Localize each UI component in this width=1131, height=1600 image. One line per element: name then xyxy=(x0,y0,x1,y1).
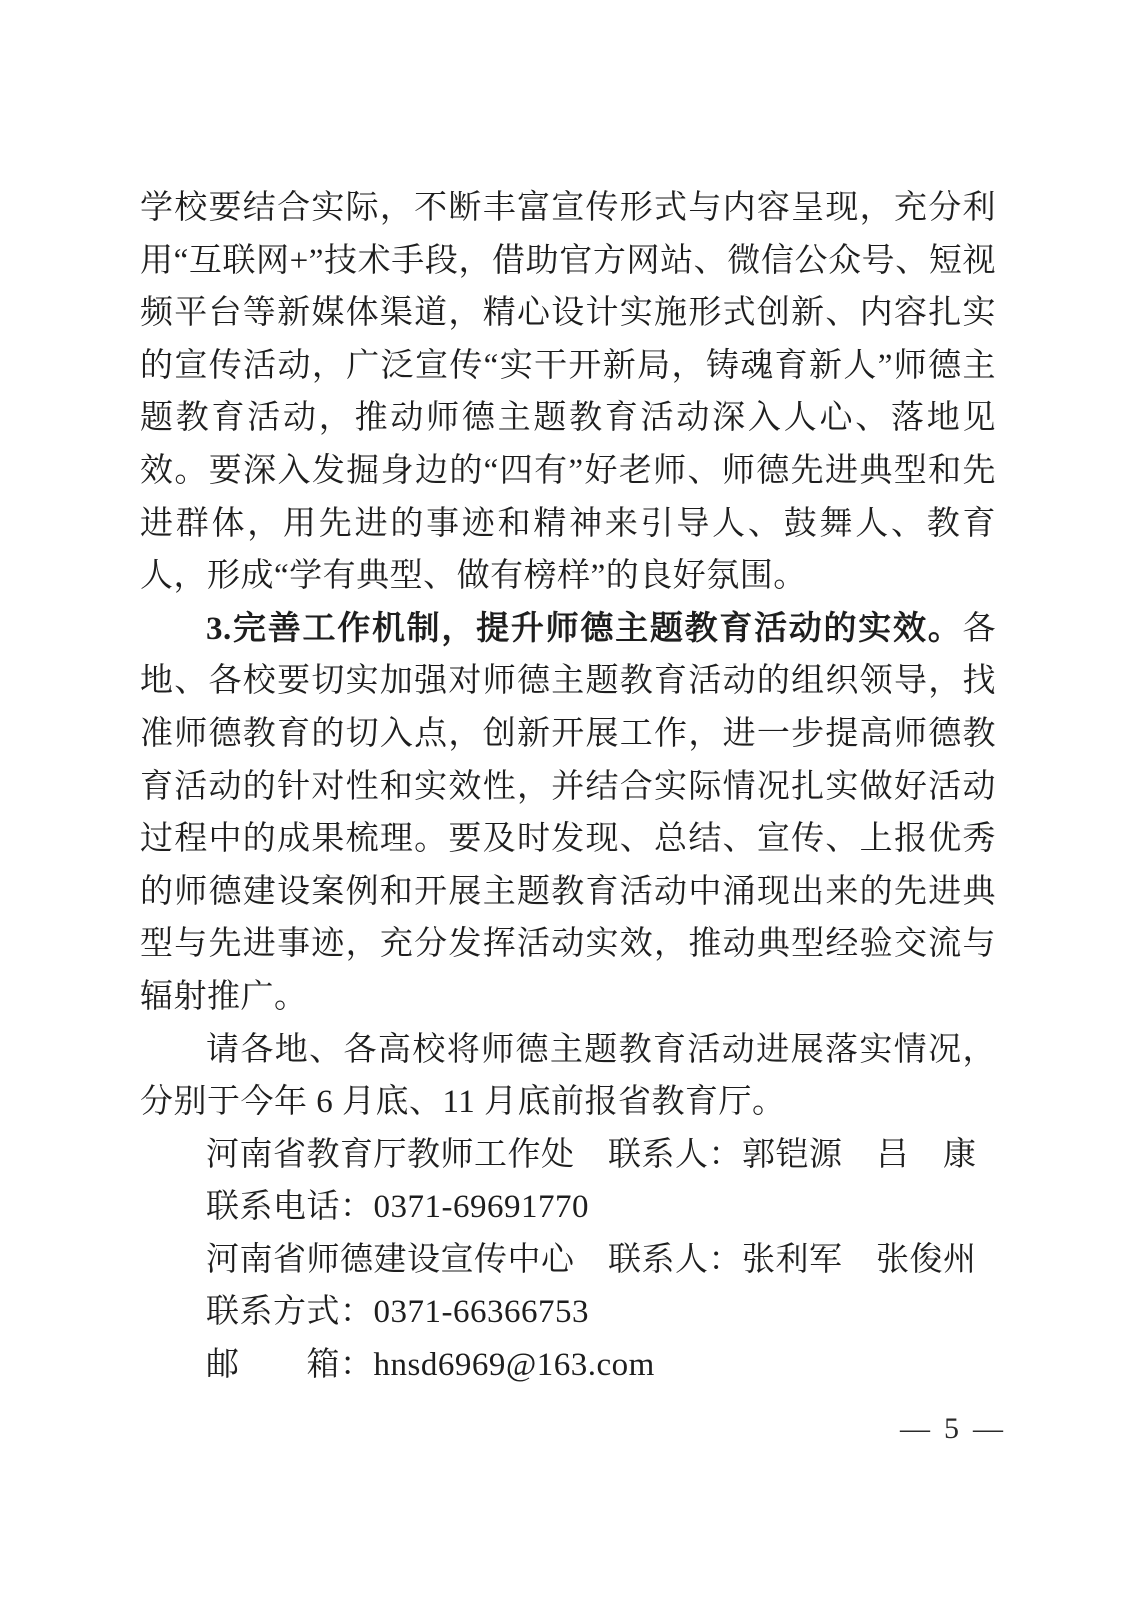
page-number-dash-left: — xyxy=(900,1412,930,1445)
page-number-dash-right: — xyxy=(973,1412,1003,1445)
contact-line-teacher-affairs-office: 河南省教育厅教师工作处 联系人：郭铠源 吕 康 xyxy=(206,1136,977,1173)
paragraph-bold-heading: 3.完善工作机制，提升师德主题教育活动的实效。 xyxy=(206,610,963,647)
document-body xyxy=(140,182,996,1392)
paragraph-body-text: 各地、各校要切实加强对师德主题教育活动的组织领导，找准师德教育的切入点，创新开展工作，进一步提高师德教育活动的针对性和实效性，并结合实际情况扎实做好活动过程中的成果梳理。要及时发现、总结、宣传、上报优秀的师德建设案例和开展主题教育活动中涌现出来的先进典型与先进事迹，充分发挥活动实效，推动典型经验交流与辐射推广。 xyxy=(140,610,996,1015)
paragraph-reporting-deadline: 请各地、各高校将师德主题教育活动进展落实情况，分别于今年 6 月底、11 月底前报省教育厅。 xyxy=(140,1031,996,1121)
contact-line-shide-center: 河南省师德建设宣传中心 联系人：张利军 张俊州 xyxy=(206,1241,977,1278)
page-number-value: 5 xyxy=(944,1412,959,1445)
contact-line-phone-2: 联系方式：0371-66366753 xyxy=(206,1294,589,1331)
contact-line-email: 邮 箱：hnsd6969@163.com xyxy=(206,1347,655,1384)
paragraph-item-3 xyxy=(140,603,996,1024)
page-number xyxy=(900,1412,1003,1446)
contact-info-block xyxy=(140,1129,996,1392)
contact-line-phone-1: 联系电话：0371-69691770 xyxy=(206,1189,589,1226)
paragraph-continuation: 学校要结合实际，不断丰富宣传形式与内容呈现，充分利用“互联网+”技术手段，借助官方网站、微信公众号、短视频平台等新媒体渠道，精心设计实施形式创新、内容扎实的宣传活动，广泛宣传“实干开新局，铸魂育新人”师德主题教育活动，推动师德主题教育活动深入人心、落地见效。要深入发掘身边的“四有”好老师、师德先进典型和先进群体，用先进的事迹和精神来引导人、鼓舞人、教育人，形成“学有典型、做有榜样”的良好氛围。 xyxy=(140,190,996,595)
